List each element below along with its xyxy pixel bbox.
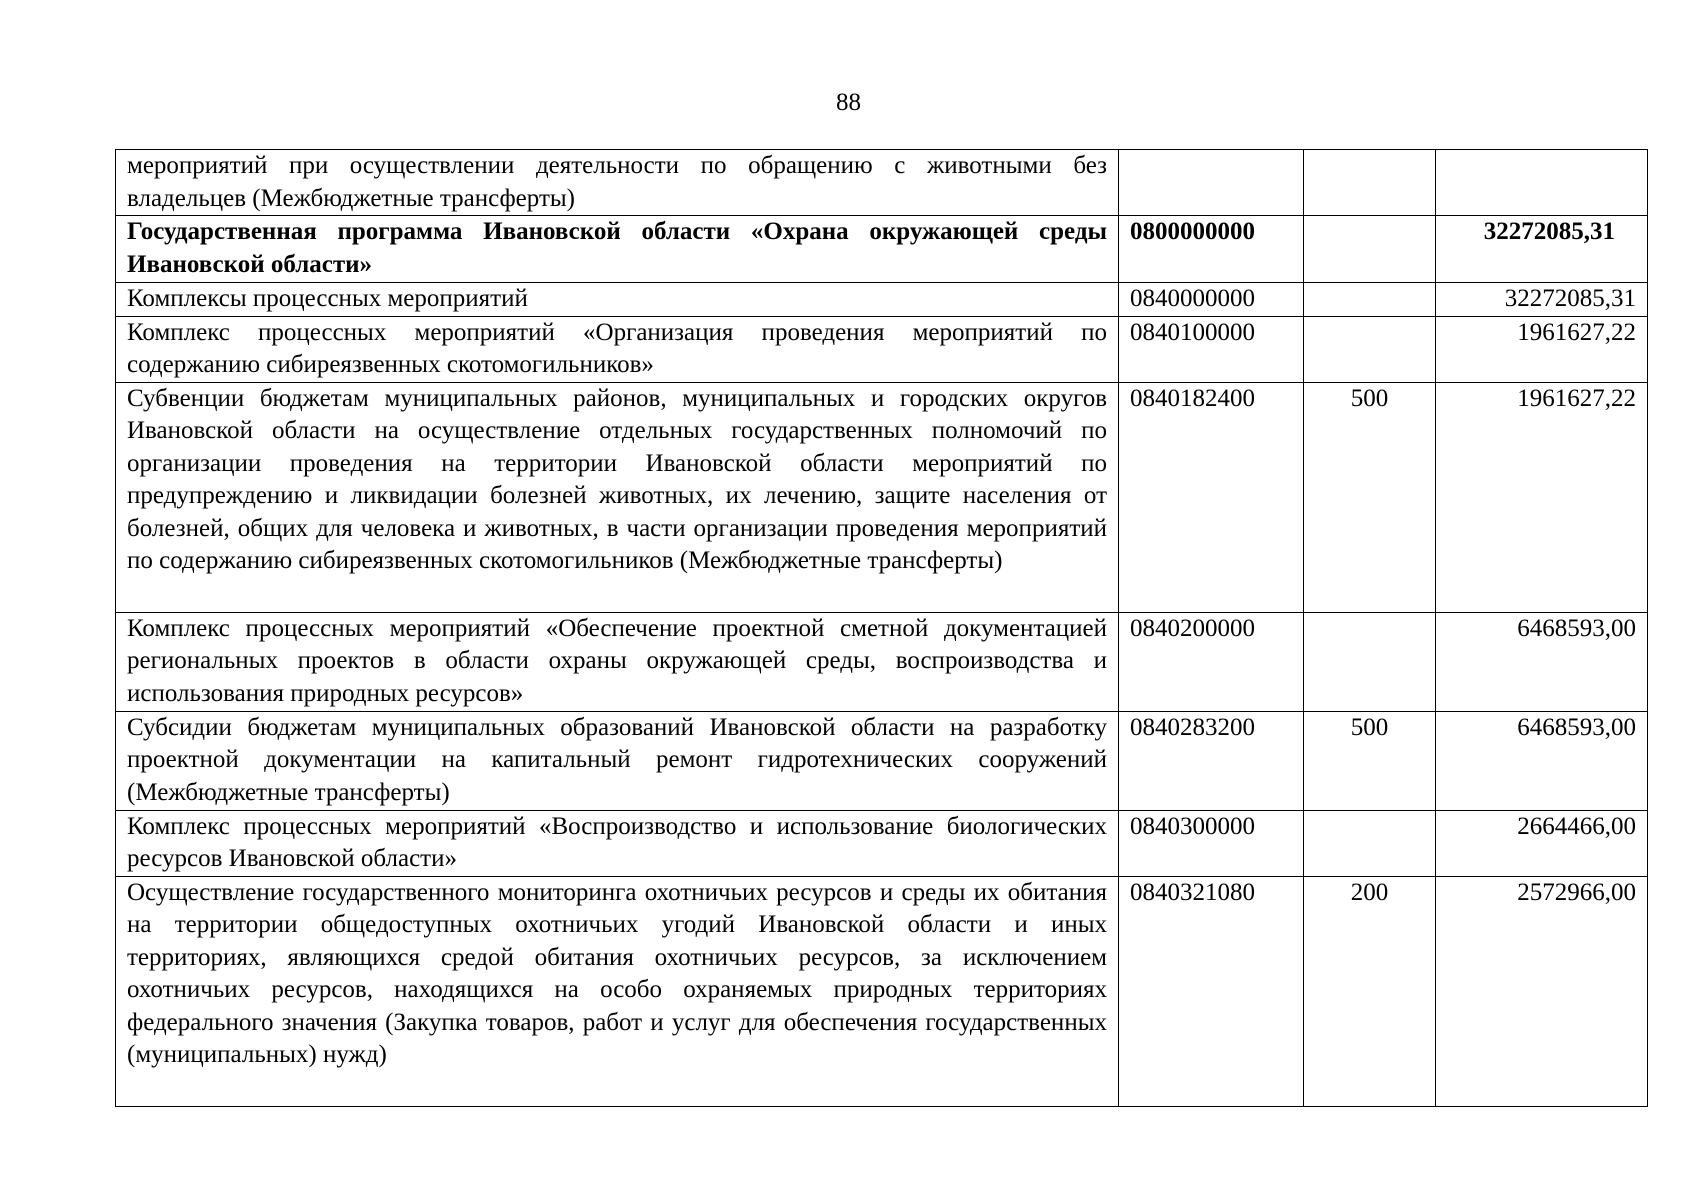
row-name-cell: Комплекс процессных мероприятий «Организация проведения мероприятий по содержанию сибиреязвенных скотомогильников» (116, 316, 1119, 382)
row-name-cell: Государственная программа Ивановской области «Охрана окружающей среды Ивановской области» (116, 216, 1119, 283)
row-amount-cell: 1961627,22 (1436, 382, 1648, 612)
row-vr-cell (1304, 810, 1436, 876)
row-amount-cell: 6468593,00 (1436, 612, 1648, 711)
row-vr-cell: 500 (1304, 382, 1436, 612)
row-name-cell: Комплекс процессных мероприятий «Воспроизводство и использование биологических ресурсов Ивановской области» (116, 810, 1119, 876)
table-row (116, 612, 1648, 711)
row-code-cell: 0840300000 (1119, 810, 1304, 876)
row-vr-cell: 200 (1304, 876, 1436, 1106)
table-row (116, 283, 1648, 317)
page-number: 88 (836, 89, 861, 116)
row-vr-cell (1304, 316, 1436, 382)
row-amount-cell: 2572966,00 (1436, 876, 1648, 1106)
budget-table (115, 149, 1648, 1107)
row-code-cell (1119, 150, 1304, 216)
row-code-cell: 0840200000 (1119, 612, 1304, 711)
table-row (116, 316, 1648, 382)
table-row (116, 810, 1648, 876)
row-vr-cell (1304, 150, 1436, 216)
row-vr-cell (1304, 216, 1436, 283)
table-row (116, 382, 1648, 612)
table-row (116, 216, 1648, 283)
row-code-cell: 0840000000 (1119, 283, 1304, 317)
row-name-cell: Осуществление государственного мониторинга охотничьих ресурсов и среды их обитания на территории общедоступных охотничьих угодий Ивановской области и иных территориях, являющихся средой обитания охотничьих ресурсов, за исключением охотничьих ресурсов, находящихся на особо охраняемых природных территориях федерального значения (Закупка товаров, работ и услуг для обеспечения государственных (муниципальных) нужд) (116, 876, 1119, 1106)
table-row (116, 711, 1648, 810)
row-name-cell: Комплекс процессных мероприятий «Обеспечение проектной сметной документацией региональных проектов в области охраны окружающей среды, воспроизводства и использования природных ресурсов» (116, 612, 1119, 711)
row-code-cell: 0840283200 (1119, 711, 1304, 810)
row-code-cell: 0840182400 (1119, 382, 1304, 612)
row-amount-cell: 6468593,00 (1436, 711, 1648, 810)
row-amount-cell: 32272085,31 (1436, 216, 1648, 283)
table-row (116, 876, 1648, 1106)
row-name-cell: Субвенции бюджетам муниципальных районов, муниципальных и городских округов Ивановской области на осуществление отдельных государственных полномочий по организации проведения на территории Ивановской области мероприятий по предупреждению и ликвидации болезней животных, их лечению, защите населения от болезней, общих для человека и животных, в части организации проведения мероприятий по содержанию сибиреязвенных скотомогильников (Межбюджетные трансферты) (116, 382, 1119, 612)
row-code-cell: 0800000000 (1119, 216, 1304, 283)
row-code-cell: 0840100000 (1119, 316, 1304, 382)
row-name-cell: Комплексы процессных мероприятий (116, 283, 1119, 317)
row-name-cell: Субсидии бюджетам муниципальных образований Ивановской области на разработку проектной документации на капитальный ремонт гидротехнических сооружений (Межбюджетные трансферты) (116, 711, 1119, 810)
row-vr-cell: 500 (1304, 711, 1436, 810)
row-amount-cell (1436, 150, 1648, 216)
row-amount-cell: 1961627,22 (1436, 316, 1648, 382)
table-row (116, 150, 1648, 216)
row-code-cell: 0840321080 (1119, 876, 1304, 1106)
row-amount-cell: 2664466,00 (1436, 810, 1648, 876)
row-vr-cell (1304, 283, 1436, 317)
row-name-cell: мероприятий при осуществлении деятельности по обращению с животными без владельцев (Межбюджетные трансферты) (116, 150, 1119, 216)
row-amount-cell: 32272085,31 (1436, 283, 1648, 317)
row-vr-cell (1304, 612, 1436, 711)
